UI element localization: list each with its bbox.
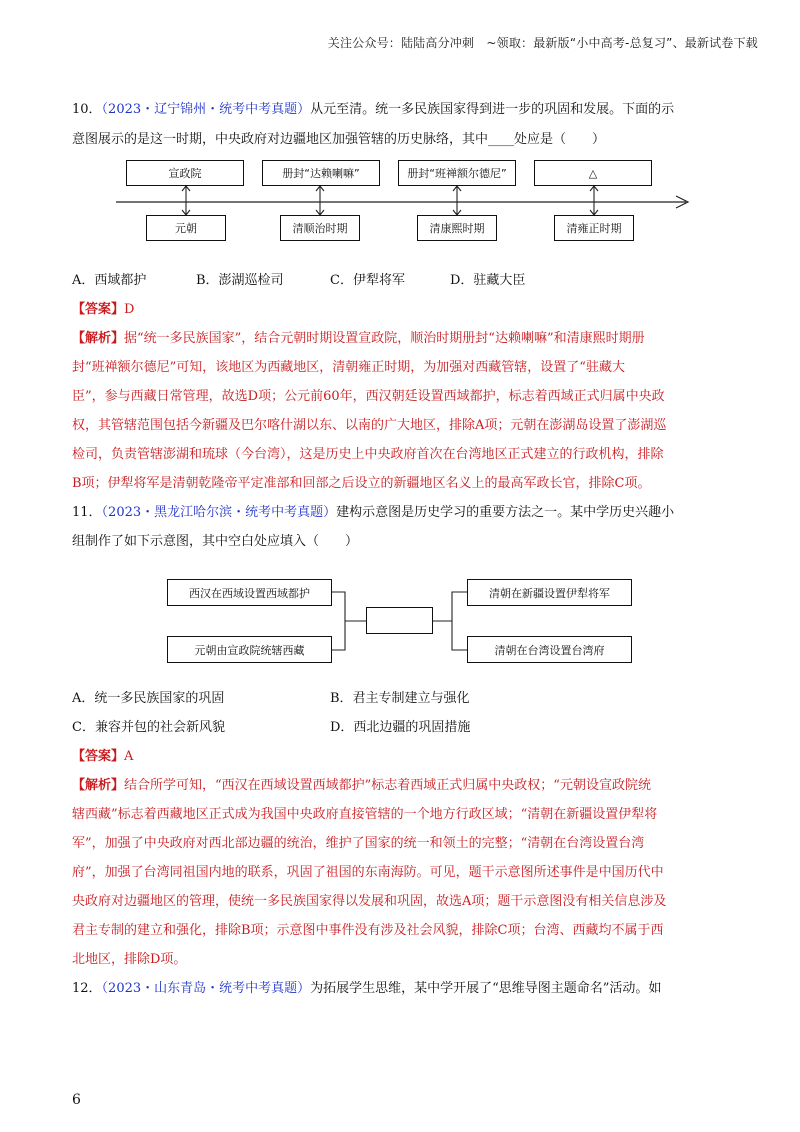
q10-option-d: D．驻藏大臣 <box>450 273 526 288</box>
q10-analysis-line-4: 权，其管辖范围包括今新疆及巴尔喀什湖以东、以南的广大地区，排除A项；元朝在澎湖岛设置了澎湖巡 <box>72 418 667 433</box>
q12-number: 12． <box>72 981 102 996</box>
q10-option-c: C．伊犁将军 <box>330 273 405 288</box>
q10-line1 <box>72 101 674 119</box>
q10-answer <box>72 301 134 319</box>
q11-line1 <box>72 504 674 522</box>
q11-analysis-line-6: 君主专制的建立和强化，排除B项；示意图中事件没有涉及社会风貌，排除C项；台湾、西藏均不属于西 <box>72 923 664 938</box>
q10-option-b: B．澎湖巡检司 <box>196 273 284 288</box>
q10-top-box-2: 册封“达赖喇嘛” <box>262 160 380 186</box>
q10-top-box-1: 宣政院 <box>126 160 244 186</box>
q10-bottom-box-4: 清雍正时期 <box>554 215 634 241</box>
q10-analysis-text-1: 据“统一多民族国家”，结合元朝时期设置宣政院，顺治时期册封“达赖喇嘛”和清康熙时期册 <box>124 331 645 346</box>
q10-analysis-line-3: 臣”，参与西藏日常管理，故选D项；公元前60年，西汉朝廷设置西域都护，标志着西域正式归属中央政 <box>72 389 665 404</box>
q11-line2: 组制作了如下示意图，其中空白处应填入（ ） <box>72 534 359 549</box>
q11-text1: 建构示意图是历史学习的重要方法之一。某中学历史兴趣小 <box>336 505 675 520</box>
q10-line2: 意图展示的是这一时期，中央政府对边疆地区加强管辖的历史脉络，其中____处应是（ ） <box>72 132 606 147</box>
q11-option-a: A．统一多民族国家的巩固 <box>72 691 225 706</box>
q10-analysis-line-2: 封“班禅额尔德尼”可知，该地区为西藏地区，清朝雍正时期，为加强对西藏管辖，设置了“驻藏大 <box>72 360 625 375</box>
q10-bottom-box-2: 清顺治时期 <box>280 215 360 241</box>
q11-analysis-line-2: 辖西藏”标志着西藏地区正式成为我国中央政府直接管辖的一个地方行政区域；“清朝在新疆设置伊犁将 <box>72 807 658 822</box>
q10-analysis-line-1 <box>72 330 645 348</box>
q11-analysis-line-3: 军”，加强了中央政府对西北部边疆的统治，维护了国家的统一和领土的完整；“清朝在台湾设置台湾 <box>72 836 645 851</box>
q10-number: 10． <box>72 102 102 117</box>
q11-right-box-1: 清朝在新疆设置伊犁将军 <box>467 579 632 606</box>
q11-analysis-line-4: 府”，加强了台湾同祖国内地的联系，巩固了祖国的东南海防。可见，题干示意图所述事件是中国历代中 <box>72 865 664 880</box>
q12-source: （2023・山东青岛・统考中考真题） <box>101 981 311 996</box>
q11-right-box-2: 清朝在台湾设置台湾府 <box>467 636 632 663</box>
q11-answer <box>72 748 133 766</box>
q10-answer-value: D <box>124 302 135 317</box>
q10-text1: 从元至清。统一多民族国家得到进一步的巩固和发展。下面的示 <box>310 102 675 117</box>
q11-analysis-line-1 <box>72 777 651 795</box>
q11-option-b: B．君主专制建立与强化 <box>330 691 470 706</box>
q11-source: （2023・黑龙江哈尔滨・统考中考真题） <box>101 505 337 520</box>
q10-analysis-label: 【解析】 <box>72 331 125 346</box>
q11-analysis-label: 【解析】 <box>72 778 125 793</box>
q12-text1: 为拓展学生思维，某中学开展了“思维导图主题命名”活动。如 <box>310 981 662 996</box>
q11-answer-value: A <box>124 749 134 764</box>
q10-top-box-3: 册封“班禅额尔德尼” <box>398 160 516 186</box>
q11-number: 11． <box>72 505 102 520</box>
q10-analysis-line-6: B项；伊犁将军是清朝乾隆帝平定准部和回部之后设立的新疆地区名义上的最高军政长官，排除C项。 <box>72 476 651 491</box>
q11-left-box-1: 西汉在西域设置西域都护 <box>167 579 332 606</box>
q11-analysis-text-1: 结合所学可知，“西汉在西域设置西域都护”标志着西域正式归属中央政权；“元朝设宣政院统 <box>124 778 651 793</box>
q11-blank-box <box>366 607 433 634</box>
q11-option-d: D．西北边疆的巩固措施 <box>330 720 471 735</box>
q11-analysis-line-7: 北地区，排除D项。 <box>72 952 187 967</box>
q12-line1 <box>72 980 661 998</box>
page-header: 关注公众号：陆陆高分冲刺 ~领取：最新版“小中高考-总复习”、最新试卷下载 <box>327 36 758 50</box>
q11-left-box-2: 元朝由宣政院统辖西藏 <box>167 636 332 663</box>
page-number: 6 <box>72 1092 81 1108</box>
q10-bottom-box-3: 清康熙时期 <box>417 215 497 241</box>
q11-analysis-line-5: 央政府对边疆地区的管理，使统一多民族国家得以发展和巩固，故选A项；题干示意图没有相关信息涉及 <box>72 894 667 909</box>
q11-option-c: C．兼容并包的社会新风貌 <box>72 720 225 735</box>
q10-answer-label: 【答案】 <box>72 302 125 317</box>
q10-top-box-4: △ <box>534 160 652 186</box>
q10-option-a: A．西域都护 <box>72 273 147 288</box>
q10-source: （2023・辽宁锦州・统考中考真题） <box>101 102 311 117</box>
q11-answer-label: 【答案】 <box>72 749 125 764</box>
q10-bottom-box-1: 元朝 <box>146 215 226 241</box>
q10-analysis-line-5: 检司，负责管辖澎湖和琉球（今台湾），这是历史上中央政府首次在台湾地区正式建立的行政机构，排除 <box>72 447 664 462</box>
